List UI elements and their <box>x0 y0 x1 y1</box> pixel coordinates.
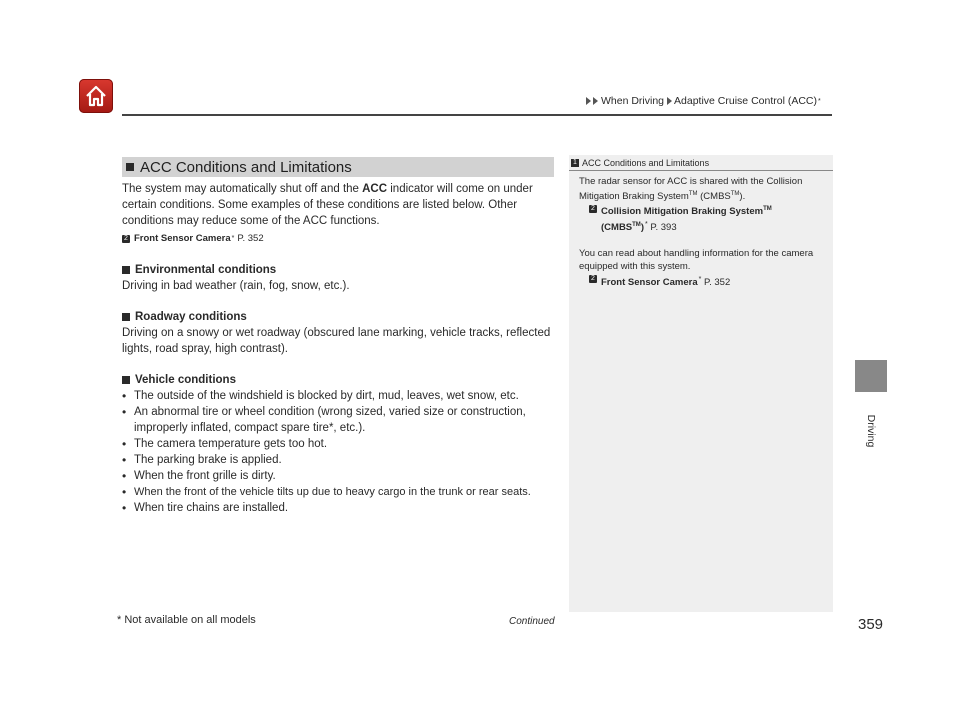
trademark-mark: TM <box>730 191 740 197</box>
panel-body <box>579 175 829 290</box>
cross-reference[interactable] <box>579 273 829 289</box>
cross-reference[interactable] <box>122 231 562 247</box>
main-content <box>122 181 562 516</box>
panel-paragraph: You can read about handling information for the camera equipped with this system. <box>579 248 814 273</box>
list-item: • The camera temperature gets too hot. <box>122 436 562 452</box>
vehicle-conditions-list <box>122 388 562 516</box>
trademark-mark: TM <box>763 206 772 213</box>
intro-text: indicator will come on under certain conditions. Some examples of these conditions are listed below. Other conditions may reduce some of the ACC functions. <box>122 183 533 227</box>
continued-label: Continued <box>509 616 555 627</box>
footnote-mark: * <box>698 276 702 284</box>
reference-page: P. 393 <box>650 222 677 234</box>
list-item: • An abnormal tire or wheel condition (wrong sized, varied size or construction, improperly inflated, compact spare tire*, etc.). <box>122 404 562 436</box>
list-item: • The parking brake is applied. <box>122 452 562 468</box>
subheading-environmental <box>122 262 562 278</box>
reference-title: Collision Mitigation Braking System <box>601 206 764 218</box>
reference-title: ) <box>640 222 644 234</box>
cross-reference[interactable] <box>579 203 829 234</box>
breadcrumb <box>586 95 821 107</box>
breadcrumb-item[interactable]: Adaptive Cruise Control (ACC) <box>674 95 817 107</box>
panel-title-text: ACC Conditions and Limitations <box>582 157 710 168</box>
list-item: • When the front grille is dirty. <box>122 468 562 484</box>
footnote-mark: * <box>644 221 648 229</box>
note-number-icon: 1 <box>571 159 579 167</box>
breadcrumb-footnote-mark: * <box>818 97 821 105</box>
environmental-text: Driving in bad weather (rain, fog, snow, etc.). <box>122 280 350 292</box>
trademark-mark: TM <box>688 191 698 197</box>
header-divider <box>122 114 832 116</box>
section-heading <box>122 157 554 177</box>
list-item: • The outside of the windshield is blocked by dirt, mud, leaves, wet snow, etc. <box>122 388 562 404</box>
panel-paragraph <box>579 175 829 203</box>
footnote: * Not available on all models <box>117 614 256 626</box>
subheading-roadway <box>122 309 562 325</box>
reference-page: P. 352 <box>237 233 264 244</box>
subheading-text: Environmental conditions <box>135 264 277 276</box>
subheading-text: Vehicle conditions <box>135 374 236 386</box>
reference-title: (CMBS <box>601 222 633 234</box>
notes-panel <box>569 155 833 612</box>
reference-arrow-icon: 2 <box>589 205 597 213</box>
reference-page: P. 352 <box>704 277 731 289</box>
heading-square-icon <box>122 313 130 321</box>
reference-arrow-icon: 2 <box>589 275 597 283</box>
heading-square-icon <box>126 163 134 171</box>
reference-link[interactable] <box>601 273 730 289</box>
acc-indicator-label: ACC <box>362 183 388 195</box>
intro-text: The system may automatically shut off and the <box>122 183 363 195</box>
home-button[interactable] <box>79 79 113 113</box>
list-item: • When tire chains are installed. <box>122 500 562 516</box>
panel-text: The radar sensor for ACC is shared with the Collision Mitigation Braking System <box>579 176 803 203</box>
reference-link[interactable] <box>601 203 772 234</box>
reference-arrow-icon: 2 <box>122 235 130 243</box>
breadcrumb-arrow-icon <box>593 97 598 105</box>
panel-text: ). <box>739 191 746 203</box>
page-number: 359 <box>858 616 884 633</box>
trademark-mark: TM <box>632 222 641 229</box>
panel-text: (CMBS <box>697 191 731 203</box>
panel-title <box>569 155 833 171</box>
reference-title[interactable]: Front Sensor Camera <box>134 233 231 244</box>
section-title: ACC Conditions and Limitations <box>140 158 352 176</box>
home-icon <box>84 84 108 108</box>
chapter-tab[interactable] <box>855 360 887 392</box>
subheading-text: Roadway conditions <box>135 311 247 323</box>
intro-paragraph <box>122 181 562 229</box>
roadway-text: Driving on a snowy or wet roadway (obscured lane marking, vehicle tracks, reflected lights, road spray, high contrast). <box>122 327 551 355</box>
subheading-vehicle <box>122 372 562 388</box>
footnote-mark: * <box>231 235 235 242</box>
reference-title: Front Sensor Camera <box>601 277 698 289</box>
breadcrumb-arrow-icon <box>667 97 672 105</box>
list-item: • When the front of the vehicle tilts up due to heavy cargo in the trunk or rear seats. <box>122 484 562 500</box>
heading-square-icon <box>122 266 130 274</box>
heading-square-icon <box>122 376 130 384</box>
breadcrumb-arrow-icon <box>586 97 591 105</box>
chapter-tab-label: Driving <box>865 414 877 448</box>
breadcrumb-item[interactable]: When Driving <box>601 95 665 107</box>
